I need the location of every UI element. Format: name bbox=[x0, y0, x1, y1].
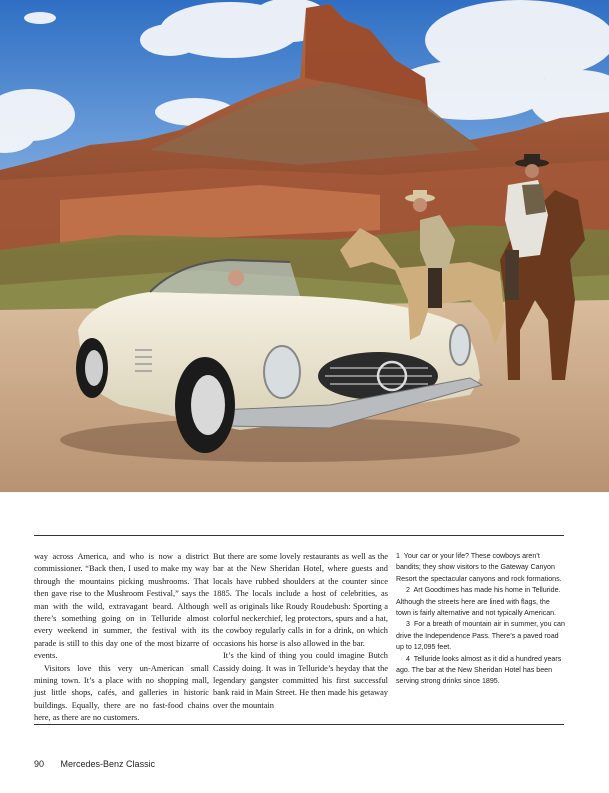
publication-name: Mercedes-Benz Classic bbox=[60, 759, 156, 769]
caption-1 bbox=[396, 551, 566, 585]
bottom-rule bbox=[34, 724, 564, 725]
article-paragraph: It’s the kind of thing you could imagine Butch Cassidy doing. It was in Telluride’s heyday that the legendary gangster committed his first successful bank raid in Main Street. He then made his getaway over the mountain bbox=[213, 651, 388, 710]
page-footer bbox=[34, 759, 155, 769]
article-column-2 bbox=[213, 551, 388, 712]
page-number: 90 bbox=[34, 759, 45, 769]
article-paragraph: But there are some lovely restaurants as well as the bar at the New Sheridan Hotel, where guests and locals have rubbed shoulders at the counter since 1885. The locals include a host of celebrities, as well as originals like Roudy Roudebush: Sporting a colorful neckerchief, leg protectors, spurs and a hat, the cowboy regularly calls in for a drink, on which occasions his horse is also allowed in the bar. bbox=[213, 552, 388, 648]
photo-captions bbox=[396, 551, 566, 688]
caption-text: Telluride looks almost as it did a hundred years ago. The bar at the New Sheridan Hotel has been serving strong drinks since 1895. bbox=[396, 654, 562, 686]
caption-number: 4 bbox=[406, 654, 410, 663]
caption-text: Your car or your life? These cowboys aren’t bandits; they show visitors to the Gateway Canyon Resort the spectacular canyons and rock formations. bbox=[396, 552, 562, 583]
article-paragraph: Visitors love this very un-American small mining town. It’s a place with no shopping mall, just little shops, cafés, and galleries in historic buildings. Equally, there are no fast-food chains here, as there are no customers. bbox=[34, 663, 209, 723]
caption-text: Art Goodtimes has made his home in Telluride. Although the streets here are lined with flags, the town is fairly alternative and not typically American. bbox=[396, 586, 561, 618]
caption-number: 1 bbox=[396, 552, 400, 560]
caption-number: 2 bbox=[406, 586, 410, 595]
caption-3 bbox=[396, 619, 566, 653]
article-paragraph: way across America, and who is now a district commissioner. “Back then, I used to make my way through the mountains picking mushrooms. That then gave rise to the Mushroom Festival,” says the man with the wild, extravagant beard. Although there’s something going on in Telluride almost every weekend in summer, the festival with its parade is still to this day one of the most bizarre of events. bbox=[34, 552, 209, 661]
top-rule bbox=[34, 535, 564, 536]
caption-4 bbox=[396, 654, 566, 688]
caption-text: For a breath of mountain air in summer, you can drive the Independence Pass. There’s a paved road up to 12,095 feet. bbox=[396, 620, 565, 652]
article-column-1 bbox=[34, 551, 209, 725]
caption-2 bbox=[396, 585, 566, 619]
caption-number: 3 bbox=[406, 620, 410, 629]
